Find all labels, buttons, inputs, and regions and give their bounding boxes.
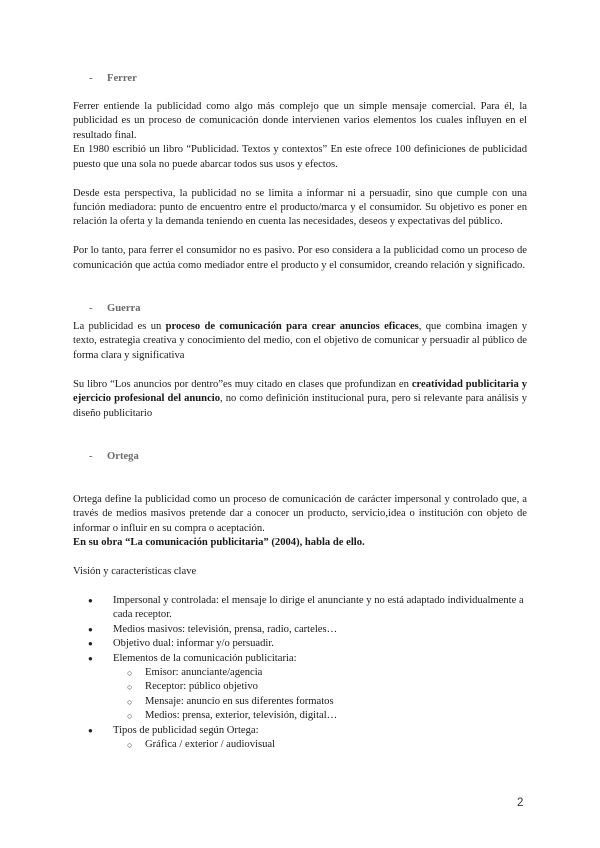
ferrer-paragraph-2: En 1980 escribió un libro “Publicidad. Textos y contextos” En este ofrece 100 definiciones de publicidad puesto que una sola no puede abarcar todos sus usos y efectos.	[73, 144, 527, 170]
guerra-paragraph-2	[73, 378, 527, 421]
list-item: ● Tipos de publicidad según Ortega:	[73, 724, 527, 738]
bold-run: proceso de comunicación para crear anuncios eficaces	[165, 321, 419, 333]
list-item: ● Elementos de la comunicación publicitaria:	[73, 652, 527, 666]
guerra-paragraph-1	[73, 320, 527, 363]
list-item: ● Medios masivos: televisión, prensa, radio, carteles…	[73, 623, 527, 637]
text-run: , que combina imagen y texto, estrategia creativa y conocimiento del medio, con el objetivo de comunicar y persuadir al público de forma clara y significativa	[73, 321, 528, 361]
ortega-paragraph-1: Ortega define la publicidad como un proceso de comunicación de carácter impersonal y controlado que, a través de medios masivos pretende dar a conocer un producto, servicio,idea o institución con objeto de informar o influir en su compra o aceptación.	[73, 494, 527, 534]
heading-text: Ortega	[107, 450, 139, 462]
heading-dash: -	[89, 302, 93, 314]
text-run: , no como definición institucional pura, pero si relevante para análisis y diseño publicitario	[73, 393, 527, 419]
section-heading-guerra	[89, 302, 527, 316]
section-heading-ferrer	[89, 72, 527, 86]
list-item: ● Impersonal y controlada: el mensaje lo dirige el anunciante y no está adaptado individualmente a cada receptor.	[73, 594, 527, 623]
ortega-paragraph-3: Visión y características clave	[73, 566, 197, 578]
ortega-bullet-list	[73, 594, 527, 752]
sub-list-item: ○ Medios: prensa, exterior, televisión, digital…	[73, 709, 527, 723]
text-run: La publicidad es un	[73, 321, 166, 333]
heading-text: Guerra	[107, 302, 141, 314]
ferrer-paragraph-1: Ferrer entiende la publicidad como algo más complejo que un simple mensaje comercial. Para él, la publicidad es un proceso de comunicación donde intervienen varios elementos los cuales influyen en el resultado final.	[73, 101, 527, 141]
section-heading-ortega	[89, 450, 527, 464]
text-run: Su libro “Los anuncios por dentro”es muy citado en clases que profundizan en	[73, 378, 412, 390]
list-item: ● Objetivo dual: informar y/o persuadir.	[73, 637, 527, 651]
heading-dash: -	[89, 450, 93, 462]
sub-list-item: ○ Mensaje: anuncio en sus diferentes formatos	[73, 695, 527, 709]
ferrer-paragraph-4: Por lo tanto, para ferrer el consumidor no es pasivo. Por eso considera a la publicidad como un proceso de comunicación que actúa como mediador entre el producto y el consumidor, creando relación y significado.	[73, 245, 527, 271]
bold-run: creatividad publicitaria y ejercicio profesional del anuncio	[73, 378, 527, 405]
heading-text: Ferrer	[107, 72, 137, 84]
sub-list-item: ○ Gráfica / exterior / audiovisual	[73, 738, 527, 752]
sub-list-item: ○ Emisor: anunciante/agencia	[73, 666, 527, 680]
heading-dash: -	[89, 72, 93, 84]
ortega-paragraph-2: En su obra “La comunicación publicitaria” (2004), habla de ello.	[73, 537, 365, 549]
sub-list-item: ○ Receptor: público objetivo	[73, 680, 527, 694]
ferrer-paragraph-3: Desde esta perspectiva, la publicidad no se limita a informar ni a persuadir, sino que cumple con una función mediadora: punto de encuentro entre el producto/marca y el consumidor. Su objetivo es poner en relación la oferta y la demanda teniendo en cuenta las necesidades, deseos y expectativas del público.	[73, 187, 527, 228]
page-content	[73, 72, 527, 753]
page-number: 2	[517, 797, 524, 809]
